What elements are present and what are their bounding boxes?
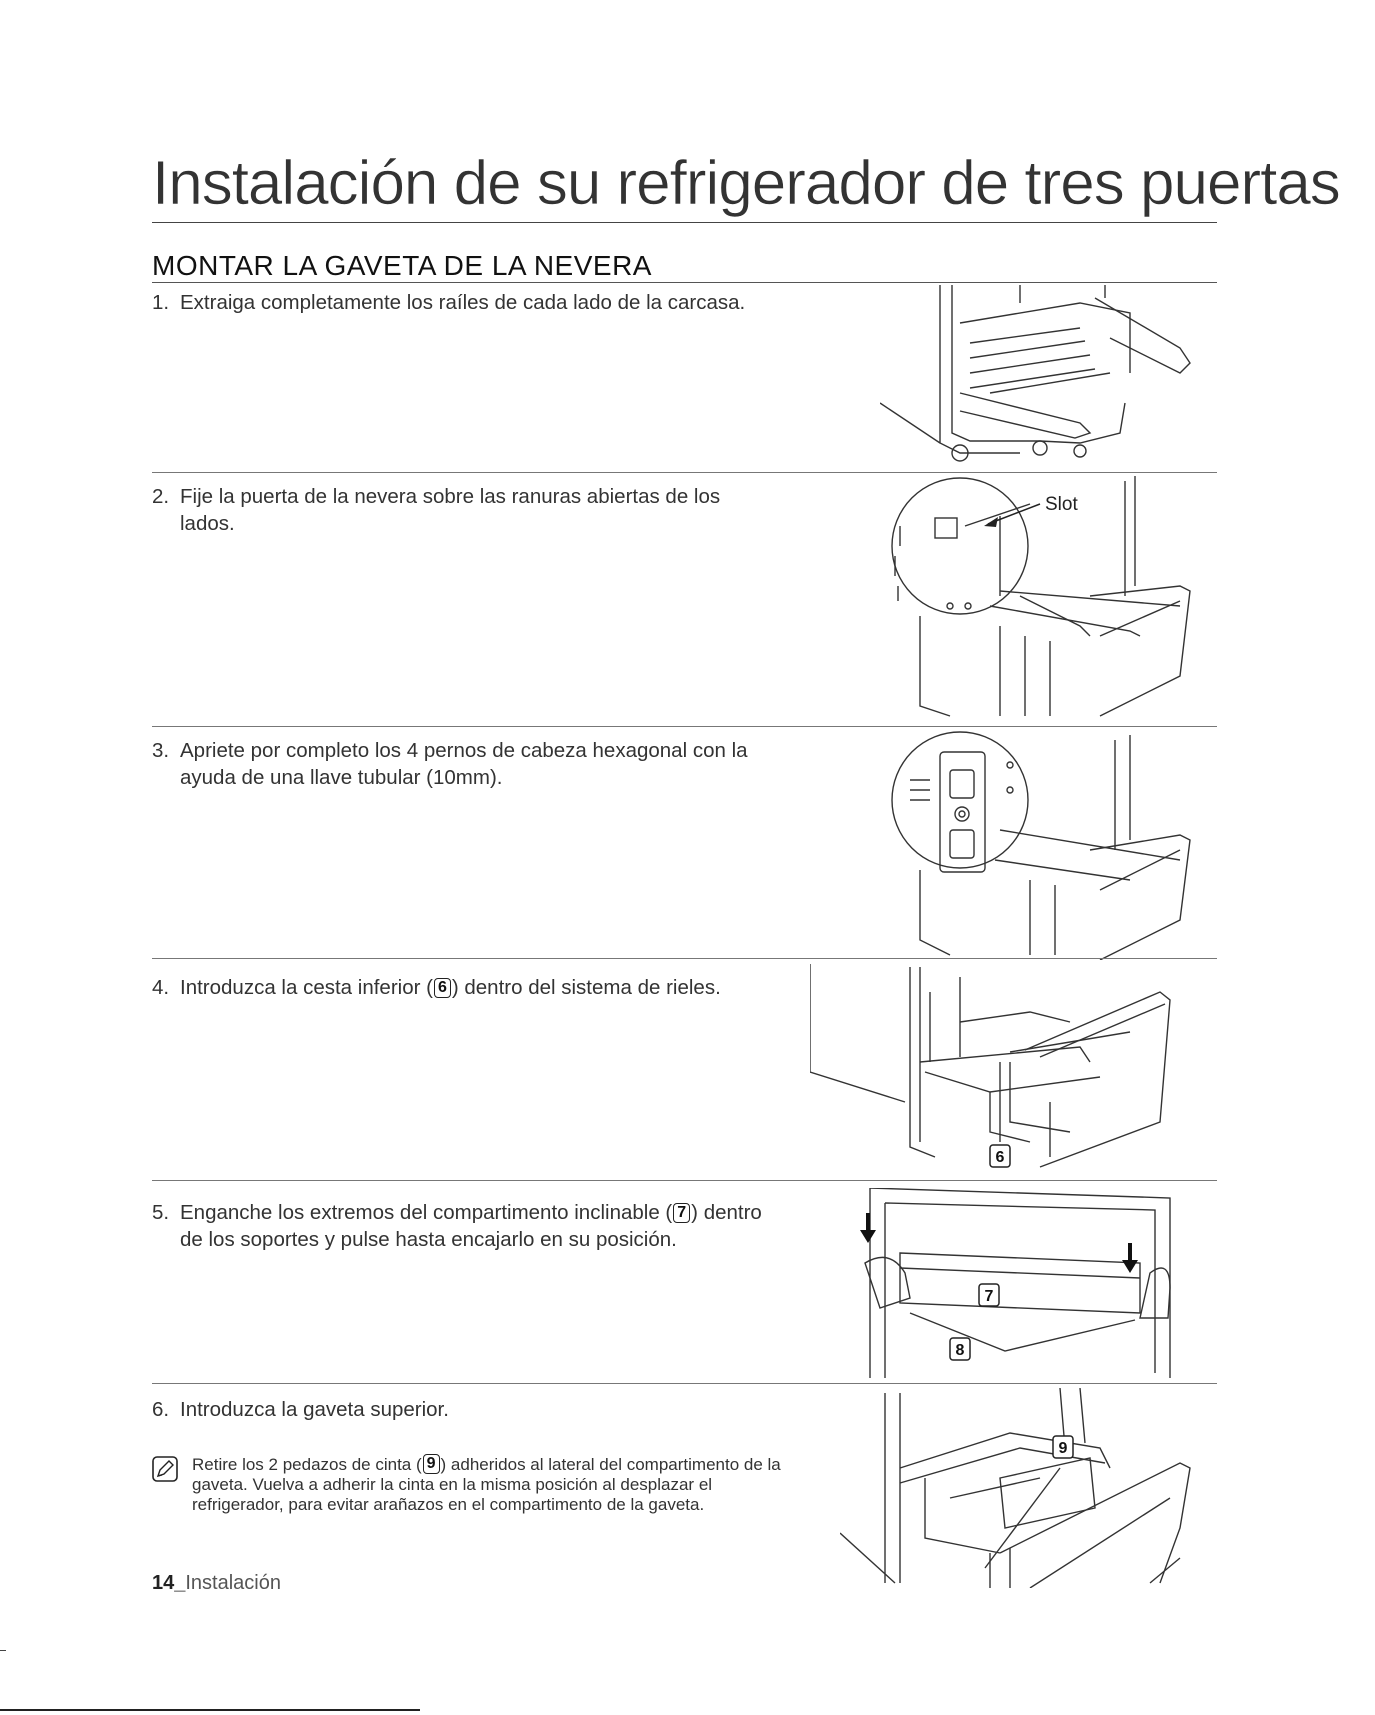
step-number: 6. bbox=[152, 1398, 170, 1421]
step-text-line2: ayuda de una llave tubular (10mm). bbox=[180, 766, 503, 789]
step-text: Introduzca la gaveta superior. bbox=[180, 1398, 449, 1421]
step-number: 3. bbox=[152, 739, 170, 762]
rails-extended-illustration bbox=[880, 283, 1200, 468]
step-text-line1: Fije la puerta de la nevera sobre las ranuras abiertas de los bbox=[180, 485, 721, 508]
lower-basket-illustration bbox=[810, 962, 1200, 1187]
step-text-line2: de los soportes y pulse hasta encajarlo en su posición. bbox=[180, 1228, 677, 1251]
page-number: 14_ bbox=[152, 1572, 186, 1594]
step-text-post: ) dentro del sistema de rieles. bbox=[451, 976, 721, 999]
section-heading: MONTAR LA GAVETA DE LA NEVERA bbox=[152, 250, 652, 281]
step-3 bbox=[152, 737, 802, 791]
step-text-line2: lados. bbox=[180, 512, 235, 535]
step-number: 4. bbox=[152, 976, 170, 999]
title-rule bbox=[152, 222, 1217, 223]
step-divider bbox=[152, 472, 1217, 473]
step-number: 5. bbox=[152, 1201, 170, 1224]
step-text-pre: Introduzca la cesta inferior ( bbox=[180, 976, 433, 999]
upper-drawer-illustration bbox=[840, 1388, 1200, 1588]
step-5 bbox=[152, 1199, 802, 1253]
note-text-rest: compartimento de la gaveta. Vuelva a adherir la cinta en la misma posición al desplazar el refrigerador, para evitar arañazos en el compartimento de la gaveta. bbox=[192, 1455, 781, 1514]
step-divider bbox=[152, 1180, 1217, 1181]
step-number: 2. bbox=[152, 485, 170, 508]
page-title: Instalación de su refrigerador de tres puertas bbox=[152, 149, 1340, 218]
step-number: 1. bbox=[152, 291, 170, 314]
step-2 bbox=[152, 483, 802, 537]
step-4 bbox=[152, 974, 802, 1001]
step-6 bbox=[152, 1396, 802, 1423]
note-text-post: ) adheridos al lateral del bbox=[440, 1455, 622, 1474]
step-divider bbox=[152, 1383, 1217, 1384]
callout-8-label: 8 bbox=[955, 1342, 965, 1359]
callout-7-label: 7 bbox=[984, 1288, 994, 1305]
footer-section: Instalación bbox=[185, 1572, 281, 1594]
bottom-edge-line bbox=[0, 1709, 420, 1711]
hex-bolts-illustration bbox=[880, 730, 1200, 960]
slot-label: Slot bbox=[1045, 494, 1078, 515]
callout-6-label: 6 bbox=[995, 1149, 1005, 1166]
step-text-post: ) dentro bbox=[691, 1201, 762, 1224]
tilt-bin-illustration bbox=[850, 1188, 1190, 1378]
step-divider bbox=[152, 958, 1217, 959]
step-text: Extraiga completamente los raíles de cada lado de la carcasa. bbox=[180, 291, 746, 314]
callout-9-label: 9 bbox=[1058, 1440, 1068, 1457]
step-text-line1: Apriete por completo los 4 pernos de cabeza hexagonal con la bbox=[180, 739, 748, 762]
note-text-pre: Retire los 2 pedazos de cinta ( bbox=[192, 1455, 422, 1474]
part-callout-badge: 7 bbox=[673, 1203, 690, 1223]
step-1 bbox=[152, 289, 802, 316]
step-divider bbox=[152, 726, 1217, 727]
part-callout-badge: 9 bbox=[423, 1454, 440, 1474]
margin-tick bbox=[0, 1650, 6, 1651]
note-pencil-icon bbox=[152, 1456, 178, 1482]
step-text-pre: Enganche los extremos del compartimento inclinable ( bbox=[180, 1201, 673, 1224]
part-callout-badge: 6 bbox=[434, 978, 451, 998]
note-block bbox=[152, 1454, 792, 1515]
page-footer bbox=[152, 1572, 281, 1595]
door-slot-illustration bbox=[880, 476, 1200, 726]
